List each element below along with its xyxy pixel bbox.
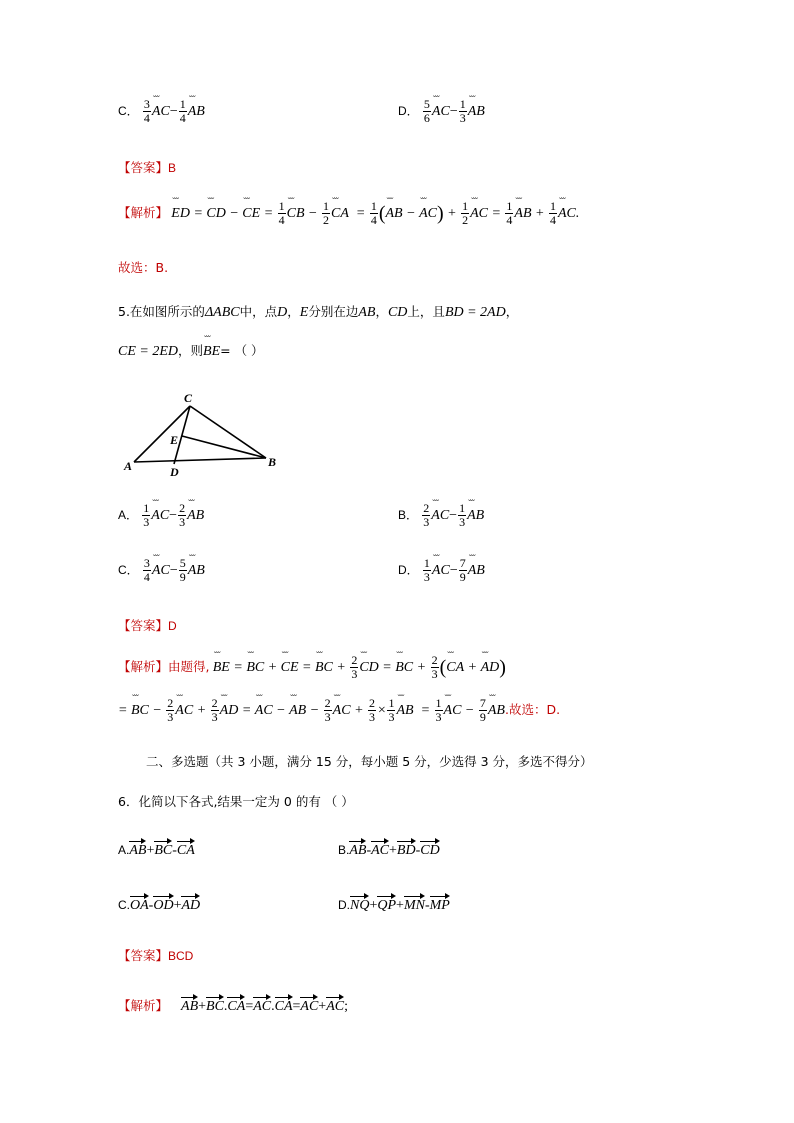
point-e-label: E xyxy=(170,433,179,447)
q5-option-c[interactable]: C． $\frac{3}{4}$ ˘˘˘ AC− $\frac{5}{9}$ ˘˘˘ AB xyxy=(118,555,205,584)
q4-option-c[interactable]: C． $\frac{3}{4}$ ˘˘˘ AC− $\frac{1}{4}$ ˘˘˘ AB xyxy=(118,96,205,125)
point-d-label: D xyxy=(170,465,179,479)
q6-analysis-expr: AB+BC.CA=AC.CA=AC+AC; xyxy=(181,999,348,1014)
option-label: C． xyxy=(118,104,139,118)
q4-analysis: 【解析】 ˘˘˘ ED = ˘˘˘ CD − ˘˘˘ CE = $\frac{1}{4}$ ˘˘˘ CB − $\frac{1}{2}$ ˘˘˘ CA = $\frac{1}{4}$ (˘˘˘ AB − ˘˘˘ AC) + $\frac{1}{2}$ ˘˘˘ AC = $\frac{1}{4}$ ˘˘˘ AB + $\frac{1}{4}$ ˘˘˘ AC. xyxy=(118,198,579,227)
q6-answer: 【答案】BCD xyxy=(118,948,194,963)
triangle-lines xyxy=(134,406,266,464)
option-label: D. xyxy=(338,898,350,912)
section-2-heading: 二、多选题（共 3 小题，满分 15 分，每小题 5 分，少选得 3 分，多选不得分） xyxy=(146,754,593,769)
q6-option-d-expr: NQ+QP+MN-MP xyxy=(350,898,450,913)
q6-analysis: 【解析】 AB+BC.CA=AC.CA=AC+AC; xyxy=(118,994,348,1015)
q4-option-d[interactable]: D． $\frac{5}{6}$ ˘˘˘ AC− $\frac{1}{3}$ ˘˘˘ AB xyxy=(398,96,485,125)
option-label: B． xyxy=(398,508,419,522)
q6-option-b-expr: AB-AC+BD-CD xyxy=(349,843,439,858)
q5-stem-line1: 5.在如图所示的ΔABC中，点D，E分别在边AB，CD上，且BD = 2AD， xyxy=(118,304,519,320)
option-label: A． xyxy=(118,508,139,522)
q5-analysis-line1: 【解析】由题得, ˘˘˘ BE = ˘˘˘ BC + ˘˘˘ CE = ˘˘˘ BC + $\frac{2}{3}$ ˘˘˘ CD = ˘˘˘ BC + $\frac{2}{3}$ (˘˘˘ CA + ˘˘˘ AD) xyxy=(118,652,506,681)
q6-stem: 6．化简以下各式,结果一定为 0 的有 （ ） xyxy=(118,794,354,809)
q5-option-a[interactable]: A． $\frac{1}{3}$ ˘˘˘ AC− $\frac{2}{3}$ ˘˘˘ AB xyxy=(118,500,204,529)
q6-option-c[interactable] xyxy=(118,893,200,914)
q5-triangle-figure xyxy=(118,386,288,486)
option-label: C． xyxy=(118,563,139,577)
q6-option-a-expr: AB+BC-CA xyxy=(129,843,194,858)
option-label: C. xyxy=(118,898,130,912)
q5-option-b[interactable]: B． $\frac{2}{3}$ ˘˘˘ AC− $\frac{1}{3}$ ˘˘˘ AB xyxy=(398,500,484,529)
q6-option-c-expr: OA-OD+AD xyxy=(130,898,200,913)
q5-analysis-line2: = ˘˘˘ BC − $\frac{2}{3}$ ˘˘˘ AC + $\frac{2}{3}$ ˘˘˘ AD = ˘˘˘ AC − ˘˘˘ AB − $\frac{2}{3}$ ˘˘˘ AC + $\frac{2}{3}$ × $\frac{1}{3}$ ˘˘˘ AB = $\frac{1}{3}$ ˘˘˘ AC − $\frac{7}{9}$ ˘˘˘ AB.故选：D. xyxy=(118,695,560,724)
option-label: A. xyxy=(118,843,130,857)
vertex-c-label: C xyxy=(184,391,193,405)
q4-answer: 【答案】B xyxy=(118,160,177,175)
q5-stem-line2: CE = 2ED，则˘˘˘ BE= （ ） xyxy=(118,336,264,360)
q6-option-b[interactable] xyxy=(338,838,440,859)
option-label: B. xyxy=(338,843,350,857)
q5-option-d[interactable]: D． $\frac{1}{3}$ ˘˘˘ AC− $\frac{7}{9}$ ˘˘˘ AB xyxy=(398,555,485,584)
q4-analysis-formula: ˘˘˘ ED = ˘˘˘ CD − ˘˘˘ CE = $\frac{1}{4}$ ˘˘˘ CB − $\frac{1}{2}$ ˘˘˘ CA = $\frac{1}{4}$ (˘˘˘ AB − ˘˘˘ AC) + $\frac{1}{2}$ ˘˘˘ AC = $\frac{1}{4}$ ˘˘˘ AB + $\frac{1}{4}$ ˘˘˘ AC. xyxy=(171,206,579,221)
q4-conclusion: 故选：B. xyxy=(118,260,169,275)
vertex-a-label: A xyxy=(124,459,133,473)
vertex-b-label: B xyxy=(268,455,277,469)
option-label: D． xyxy=(398,104,419,118)
q5-answer: 【答案】D xyxy=(118,618,177,633)
q6-option-d[interactable] xyxy=(338,893,450,914)
q6-option-a[interactable] xyxy=(118,838,195,859)
option-label: D． xyxy=(398,563,419,577)
